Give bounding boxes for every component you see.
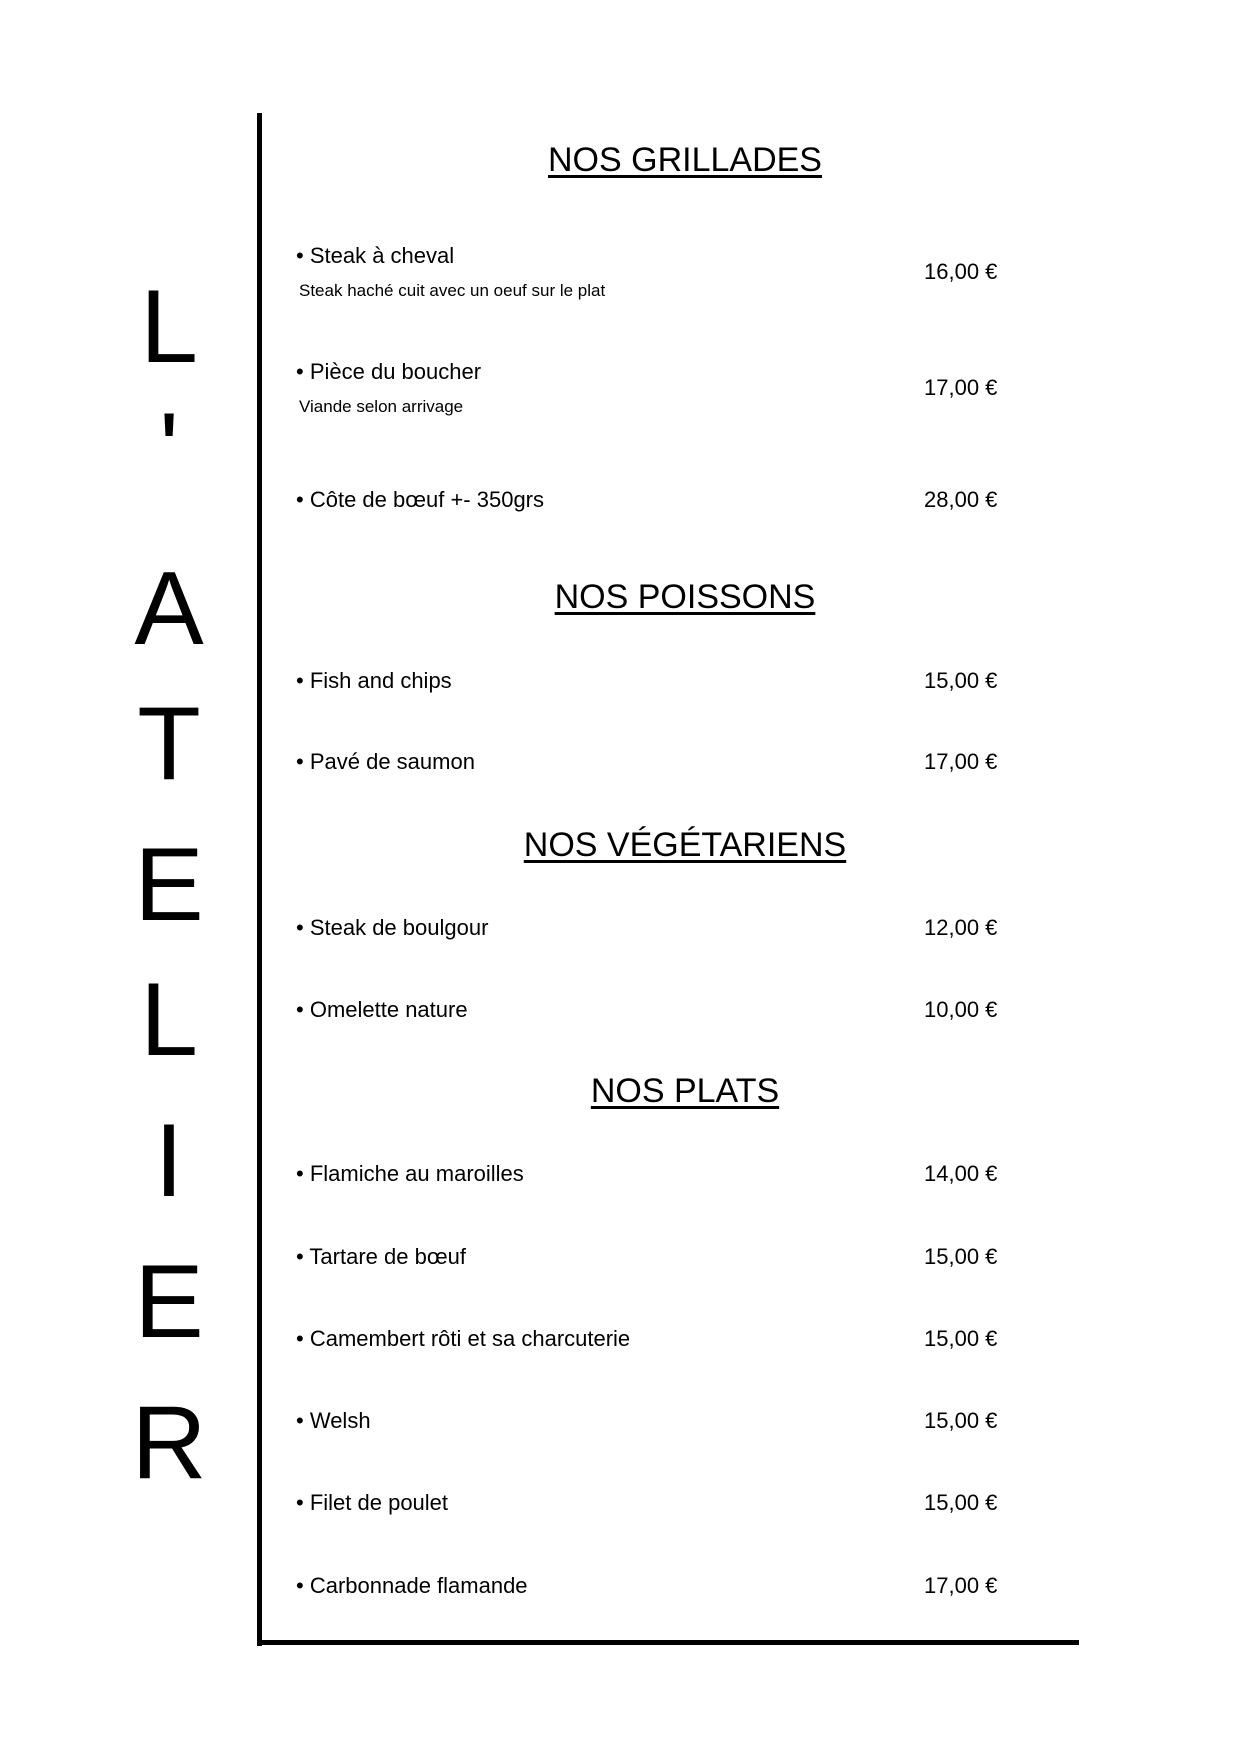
bullet: •: [296, 243, 304, 268]
item-name: Flamiche au maroilles: [309, 1161, 524, 1186]
menu-item: [296, 1573, 528, 1599]
item-name: Omelette nature: [309, 997, 468, 1022]
item-price: 17,00 €: [924, 1573, 998, 1598]
item-description: Viande selon arrivage: [299, 397, 464, 416]
section-heading-vegetariens: NOS VÉGÉTARIENS: [523, 826, 847, 864]
bullet: •: [296, 668, 304, 693]
menu-item: [296, 487, 544, 513]
item-price: 10,00 €: [924, 997, 998, 1022]
bullet: •: [296, 1408, 304, 1433]
title-letter: R: [131, 1385, 207, 1501]
title-letter: I: [154, 1103, 184, 1219]
item-price: 17,00 €: [924, 375, 998, 400]
item-price: 15,00 €: [924, 1326, 998, 1351]
section-heading-poissons: NOS POISSONS: [554, 578, 816, 616]
bullet: •: [296, 1490, 304, 1515]
bullet: •: [296, 749, 304, 774]
item-name: Tartare de bœuf: [309, 1244, 466, 1269]
menu-item: [296, 1244, 466, 1270]
item-name: Welsh: [309, 1408, 371, 1433]
bullet: •: [296, 997, 304, 1022]
bottom-divider: [257, 1640, 1079, 1645]
item-price: 14,00 €: [924, 1161, 998, 1186]
title-letter: E: [134, 827, 204, 943]
menu-item: [296, 997, 468, 1023]
item-name: Pièce du boucher: [309, 359, 482, 384]
item-price: 15,00 €: [924, 1244, 998, 1269]
bullet: •: [296, 359, 304, 384]
bullet: •: [296, 1161, 304, 1186]
item-name: Côte de bœuf +- 350grs: [309, 487, 545, 512]
title-letter: A: [134, 551, 204, 667]
menu-item: [296, 668, 452, 694]
item-price: 17,00 €: [924, 749, 998, 774]
menu-item: [296, 915, 488, 941]
menu-item: [296, 1161, 524, 1187]
item-price: 15,00 €: [924, 1408, 998, 1433]
bullet: •: [296, 1244, 304, 1269]
item-price: 12,00 €: [924, 915, 998, 940]
bullet: •: [296, 1326, 304, 1351]
title-letter: L: [140, 962, 198, 1078]
bullet: •: [296, 487, 304, 512]
menu-item: [296, 359, 481, 385]
item-name: Camembert rôti et sa charcuterie: [309, 1326, 631, 1351]
title-letter: L: [140, 269, 198, 385]
title-letter: ': [159, 392, 179, 508]
menu-item: [296, 1490, 448, 1516]
menu-item: [296, 1326, 630, 1352]
menu-item: [296, 243, 454, 269]
item-price: 15,00 €: [924, 668, 998, 693]
vertical-divider: [257, 113, 262, 1646]
section-heading-plats: NOS PLATS: [590, 1072, 780, 1110]
item-name: Fish and chips: [309, 668, 452, 693]
section-heading-grillades: NOS GRILLADES: [548, 141, 822, 179]
menu-item: [296, 1408, 371, 1434]
item-name: Pavé de saumon: [309, 749, 475, 774]
item-description: Steak haché cuit avec un oeuf sur le plat: [299, 281, 606, 300]
item-name: Steak de boulgour: [309, 915, 489, 940]
item-price: 28,00 €: [924, 487, 998, 512]
item-name: Steak à cheval: [309, 243, 455, 268]
bullet: •: [296, 1573, 304, 1598]
item-name: Filet de poulet: [309, 1490, 449, 1515]
item-price: 16,00 €: [924, 259, 998, 284]
item-price: 15,00 €: [924, 1490, 998, 1515]
title-letter: E: [134, 1244, 204, 1360]
title-letter: T: [137, 686, 201, 802]
bullet: •: [296, 915, 304, 940]
menu-item: [296, 749, 475, 775]
item-name: Carbonnade flamande: [309, 1573, 528, 1598]
